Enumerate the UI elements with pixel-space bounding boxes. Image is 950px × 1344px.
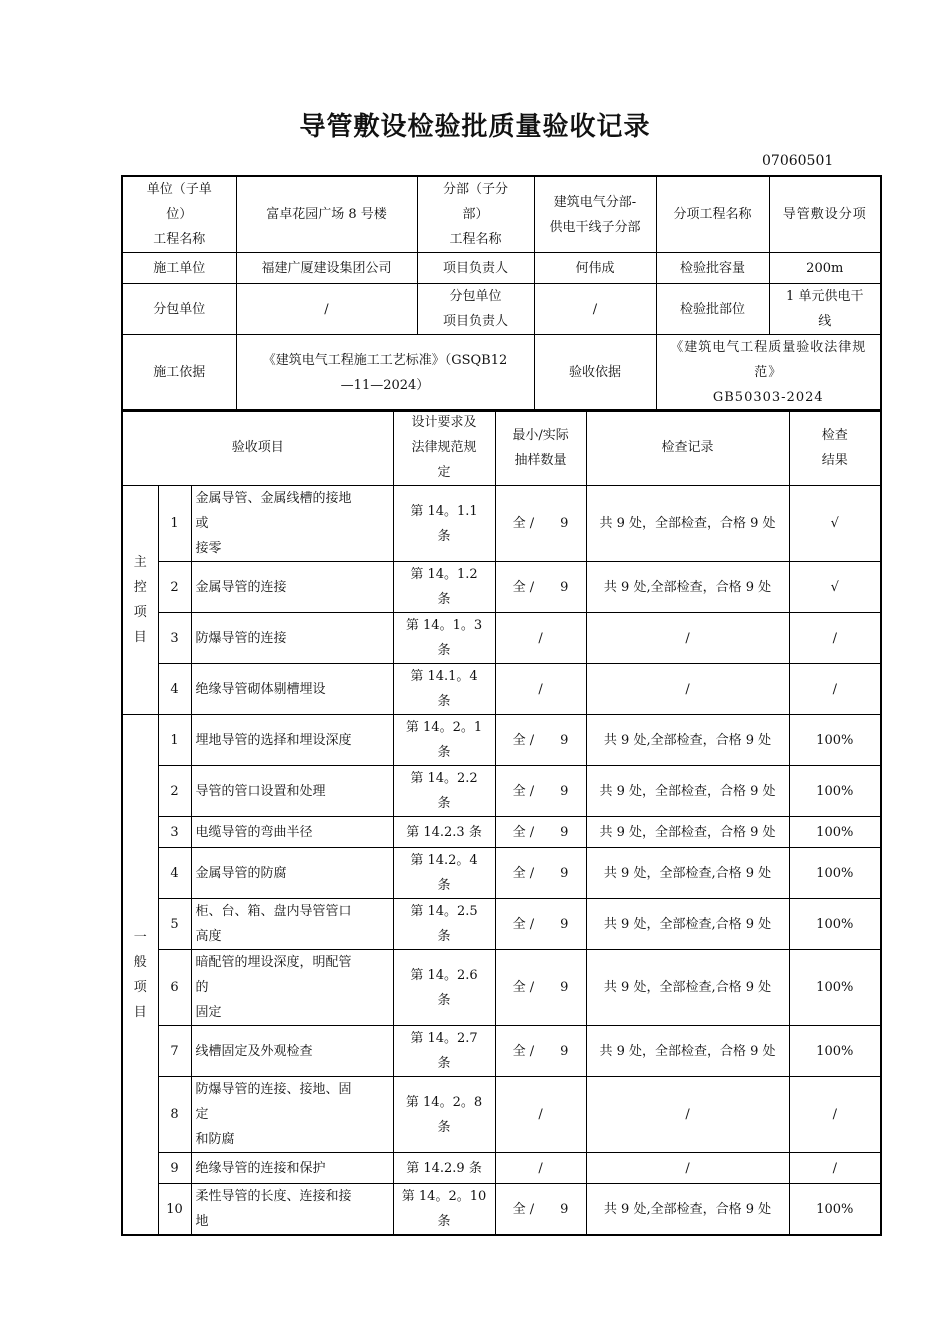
- item-sample: 全 / 9: [495, 1184, 586, 1236]
- unit-value: 富卓花园广场 8 号楼: [236, 176, 417, 253]
- item-number: 4: [158, 664, 191, 715]
- item-result: 100%: [789, 1184, 881, 1236]
- item-record: /: [586, 664, 789, 715]
- item-name-line: 定: [195, 1107, 209, 1122]
- item-name-line: 地: [195, 1214, 209, 1229]
- item-name: [191, 766, 393, 817]
- item-record: /: [586, 1153, 789, 1184]
- item-sample: 全 / 9: [495, 1026, 586, 1077]
- item-clause: [393, 817, 495, 848]
- document-number: 07060501: [762, 153, 834, 169]
- item-number: 2: [158, 562, 191, 613]
- item-clause-line: 第 14。2.7: [410, 1031, 478, 1046]
- item-clause: [393, 562, 495, 613]
- item-name: [191, 1184, 393, 1236]
- item-clause-line: 条: [437, 992, 451, 1008]
- item-name: [191, 715, 393, 766]
- item-clause-line: 条: [437, 878, 451, 893]
- item-number: 7: [158, 1026, 191, 1077]
- item-clause-line: 第 14。1。3: [405, 618, 483, 633]
- item-record: /: [586, 613, 789, 664]
- item-number: 1: [158, 486, 191, 562]
- item-number: 9: [158, 1153, 191, 1184]
- table-row: [122, 1184, 881, 1236]
- general-group: [122, 715, 158, 1236]
- table-row: [122, 817, 881, 848]
- main-control-group: [122, 486, 158, 715]
- header-record: 检查记录: [586, 410, 789, 486]
- item-name-line: 和防腐: [195, 1132, 235, 1147]
- capacity-label: 检验批容量: [656, 253, 769, 284]
- item-name-line: 柜、台、箱、盘内导管管口: [195, 904, 352, 919]
- header-design: 设计要求及 法律规范规 定: [393, 410, 495, 486]
- item-name-line: 防爆导管的连接: [195, 630, 287, 646]
- constructor-value: 福建广厦建设集团公司: [236, 253, 417, 284]
- item-clause: [393, 899, 495, 950]
- item-clause: [393, 848, 495, 899]
- group-char: 控: [133, 580, 147, 595]
- item-result: 100%: [789, 899, 881, 950]
- table-row: [122, 950, 881, 1026]
- sub-value: 导管敷设分项: [769, 176, 881, 253]
- item-name: [191, 817, 393, 848]
- page-title: 导管敷设检验批质量验收记录: [299, 112, 651, 142]
- item-name-line: 金属导管、金属线槽的接地: [195, 491, 352, 506]
- item-name: [191, 848, 393, 899]
- table-row: [122, 1077, 881, 1153]
- location-label: 检验批部位: [656, 284, 769, 335]
- item-result: /: [789, 664, 881, 715]
- item-clause-line: 条: [437, 528, 451, 544]
- item-name-line: 金属导管的防腐: [195, 865, 287, 881]
- item-record: 共 9 处，全部检查，合格 9 处: [586, 486, 789, 562]
- item-clause-line: 第 14。2.2: [410, 771, 478, 786]
- item-clause: [393, 613, 495, 664]
- table-row: [122, 715, 881, 766]
- item-clause-line: 第 14。1.2: [410, 567, 478, 582]
- item-record: 共 9 处，全部检查，合格 9 处: [586, 817, 789, 848]
- item-clause: [393, 486, 495, 562]
- item-name-line: 暗配管的埋设深度，明配管: [195, 955, 352, 970]
- item-result: /: [789, 1153, 881, 1184]
- item-name-line: 防爆导管的连接、接地、固: [195, 1082, 352, 1097]
- basis-label: 施工依据: [122, 335, 236, 412]
- subcontract-label: 分包单位: [122, 284, 236, 335]
- table-row: [122, 562, 881, 613]
- item-name-line: 绝缘导管砌体剔槽埋设: [195, 681, 326, 697]
- item-clause: [393, 1153, 495, 1184]
- constructor-label: 施工单位: [122, 253, 236, 284]
- item-clause-line: 第 14。2.6: [410, 967, 478, 983]
- item-number: 4: [158, 848, 191, 899]
- info-table: [121, 175, 882, 412]
- item-sample: /: [495, 1077, 586, 1153]
- item-record: 共 9 处，全部检查,合格 9 处: [586, 899, 789, 950]
- item-sample: /: [495, 613, 586, 664]
- item-number: 3: [158, 613, 191, 664]
- item-record: /: [586, 1077, 789, 1153]
- item-clause: [393, 950, 495, 1026]
- item-number: 3: [158, 817, 191, 848]
- table-row: [122, 1026, 881, 1077]
- item-sample: 全 / 9: [495, 562, 586, 613]
- part-label: 分部（子分 部） 工程名称: [417, 176, 534, 253]
- group-char: 项: [133, 605, 147, 620]
- item-clause: [393, 664, 495, 715]
- item-number: 10: [158, 1184, 191, 1236]
- table-row: [122, 613, 881, 664]
- item-sample: 全 / 9: [495, 848, 586, 899]
- item-name-line: 电缆导管的弯曲半径: [195, 824, 313, 840]
- item-name-line: 高度: [195, 929, 222, 944]
- item-name-line: 线槽固定及外观检查: [195, 1043, 313, 1059]
- item-clause-line: 第 14。2.5: [410, 904, 478, 919]
- table-row: [122, 848, 881, 899]
- item-name: [191, 899, 393, 950]
- item-clause-line: 条: [437, 1214, 451, 1229]
- item-sample: 全 / 9: [495, 899, 586, 950]
- item-name: [191, 486, 393, 562]
- item-clause-line: 第 14。1.1: [410, 503, 478, 519]
- item-number: 8: [158, 1077, 191, 1153]
- item-name: [191, 1153, 393, 1184]
- capacity-value: 200m: [769, 253, 881, 284]
- item-name: [191, 1077, 393, 1153]
- item-name-line: 金属导管的连接: [195, 579, 287, 595]
- item-clause-line: 条: [437, 796, 451, 811]
- item-record: 共 9 处,全部检查，合格 9 处: [586, 715, 789, 766]
- item-result: /: [789, 613, 881, 664]
- group-char: 目: [133, 630, 147, 645]
- item-clause: [393, 1184, 495, 1236]
- item-sample: /: [495, 1153, 586, 1184]
- unit-label: 单位（子单 位） 工程名称: [122, 176, 236, 253]
- group-char: 项: [133, 979, 147, 995]
- item-clause: [393, 1077, 495, 1153]
- item-clause-line: 条: [437, 745, 451, 760]
- item-name-line: 导管的管口设置和处理: [195, 783, 326, 799]
- item-clause-line: 条: [437, 592, 451, 607]
- item-record: 共 9 处，全部检查，合格 9 处: [586, 766, 789, 817]
- item-number: 2: [158, 766, 191, 817]
- item-result: 100%: [789, 817, 881, 848]
- subcontract-value: /: [236, 284, 417, 335]
- item-result: /: [789, 1077, 881, 1153]
- header-item: 验收项目: [122, 410, 393, 486]
- group-char: 主: [133, 555, 147, 570]
- item-clause-line: 第 14。2。8: [405, 1094, 483, 1110]
- item-sample: 全 / 9: [495, 817, 586, 848]
- item-name-line: 柔性导管的长度、连接和接: [195, 1189, 352, 1204]
- item-name: [191, 1026, 393, 1077]
- accept-basis-label: 验收依据: [534, 335, 656, 412]
- item-record: 共 9 处，全部检查,合格 9 处: [586, 848, 789, 899]
- item-name: [191, 664, 393, 715]
- item-clause-line: 条: [437, 643, 451, 658]
- item-record: 共 9 处,全部检查，合格 9 处: [586, 562, 789, 613]
- item-clause-line: 条: [437, 1119, 451, 1135]
- item-result: 100%: [789, 715, 881, 766]
- item-number: 6: [158, 950, 191, 1026]
- item-clause-line: 条: [437, 929, 451, 944]
- item-result: 100%: [789, 848, 881, 899]
- part-value: 建筑电气分部- 供电干线子分部: [534, 176, 656, 253]
- table-row: [122, 1153, 881, 1184]
- group-char: 一: [133, 929, 147, 945]
- item-clause: [393, 766, 495, 817]
- table-row: [122, 486, 881, 562]
- item-record: 共 9 处，全部检查，合格 9 处: [586, 1026, 789, 1077]
- item-name-line: 接零: [195, 541, 222, 556]
- item-sample: /: [495, 664, 586, 715]
- acceptance-table: [121, 409, 882, 1236]
- item-name: [191, 562, 393, 613]
- item-clause-line: 第 14。2。1: [405, 720, 483, 735]
- item-name-line: 固定: [195, 1005, 222, 1020]
- item-clause: [393, 715, 495, 766]
- group-char: 目: [133, 1004, 147, 1020]
- item-record: 共 9 处,全部检查，合格 9 处: [586, 1184, 789, 1236]
- item-name-line: 的: [195, 980, 209, 995]
- group-char: 般: [133, 954, 147, 970]
- item-sample: 全 / 9: [495, 715, 586, 766]
- item-sample: 全 / 9: [495, 950, 586, 1026]
- location-value: 1 单元供电干 线: [769, 284, 881, 335]
- item-name: [191, 950, 393, 1026]
- item-result: 100%: [789, 1026, 881, 1077]
- header-result: 检查 结果: [789, 410, 881, 486]
- sub-manager-label: 分包单位 项目负责人: [417, 284, 534, 335]
- manager-value: 何伟成: [534, 253, 656, 284]
- sub-label: 分项工程名称: [656, 176, 769, 253]
- item-result: 100%: [789, 766, 881, 817]
- header-sample: 最小/实际 抽样数量: [495, 410, 586, 486]
- table-row: [122, 766, 881, 817]
- item-sample: 全 / 9: [495, 766, 586, 817]
- item-sample: 全 / 9: [495, 486, 586, 562]
- item-result: √: [789, 562, 881, 613]
- item-name-line: 或: [195, 516, 209, 531]
- accept-basis-value: 《建筑电气工程质量验收法律规 范》 GB50303-2024: [656, 335, 881, 412]
- manager-label: 项目负责人: [417, 253, 534, 284]
- table-row: [122, 664, 881, 715]
- item-clause-line: 第 14.1。4: [410, 669, 478, 684]
- item-name: [191, 613, 393, 664]
- item-clause-line: 第 14.2。4: [410, 853, 478, 868]
- item-result: √: [789, 486, 881, 562]
- item-clause-line: 第 14。2。10: [401, 1189, 487, 1204]
- item-clause-line: 条: [437, 694, 451, 709]
- item-name-line: 埋地导管的选择和埋设深度: [195, 732, 352, 748]
- item-number: 1: [158, 715, 191, 766]
- item-result: 100%: [789, 950, 881, 1026]
- item-number: 5: [158, 899, 191, 950]
- item-clause-line: 条: [437, 1056, 451, 1071]
- basis-value: 《建筑电气工程施工工艺标准》（GSQB12 —11—2024）: [236, 335, 534, 412]
- item-clause: [393, 1026, 495, 1077]
- item-name-line: 绝缘导管的连接和保护: [195, 1160, 326, 1176]
- item-clause-line: 第 14.2.9 条: [406, 1160, 482, 1176]
- sub-manager-value: /: [534, 284, 656, 335]
- table-row: [122, 899, 881, 950]
- item-clause-line: 第 14.2.3 条: [406, 824, 482, 840]
- item-record: 共 9 处，全部检查,合格 9 处: [586, 950, 789, 1026]
